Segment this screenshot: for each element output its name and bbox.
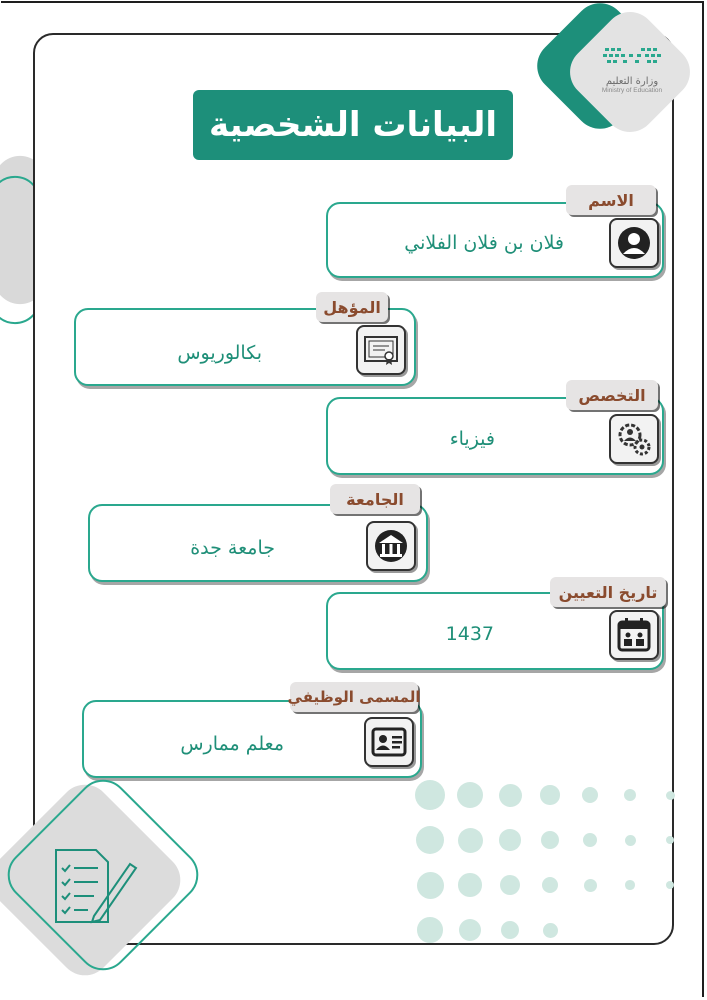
ministry-logo xyxy=(584,42,680,112)
certificate-icon xyxy=(356,325,406,375)
decor-dot xyxy=(666,791,675,800)
field-qualification-value: بكالوريوس xyxy=(177,342,262,364)
field-job-title-label: المسمى الوظيفي xyxy=(290,682,418,712)
field-university-label: الجامعة xyxy=(330,484,420,514)
decor-dot xyxy=(499,829,521,851)
field-job-title-value: معلم ممارس xyxy=(180,733,284,755)
decor-dot xyxy=(417,917,443,943)
decor-dot xyxy=(541,831,559,849)
field-qualification-label: المؤهل xyxy=(316,292,388,322)
page-title: البيانات الشخصية xyxy=(193,90,513,160)
decor-dot xyxy=(415,780,445,810)
decor-dot xyxy=(666,836,674,844)
decor-dot xyxy=(500,875,520,895)
decor-dot xyxy=(625,880,635,890)
person-icon xyxy=(609,218,659,268)
decor-dot xyxy=(417,872,444,899)
university-building-icon xyxy=(366,521,416,571)
decor-dot xyxy=(582,787,598,803)
decor-dot xyxy=(458,873,482,897)
document-checklist-pen-icon xyxy=(50,846,140,926)
decor-dot xyxy=(458,828,483,853)
decor-dot xyxy=(584,879,597,892)
decor-dot xyxy=(666,881,674,889)
specialization-gear-icon xyxy=(609,414,659,464)
decor-dot xyxy=(499,784,522,807)
ministry-name-ar: وزارة التعليم xyxy=(605,76,659,87)
ministry-name-en: Ministry of Education xyxy=(601,87,663,94)
decor-dot xyxy=(459,919,481,941)
ministry-logo-dots-icon xyxy=(601,46,663,72)
field-specialization-value: فيزياء xyxy=(449,428,495,450)
field-appointment-date-label: تاريخ التعيين xyxy=(550,577,666,607)
field-university-value: جامعة جدة xyxy=(190,537,275,559)
id-card-icon xyxy=(364,717,414,767)
decor-dot xyxy=(540,785,560,805)
decor-dot xyxy=(543,923,558,938)
field-appointment-date-value: 1437 xyxy=(445,623,494,645)
field-name-label: الاسم xyxy=(566,185,656,215)
calendar-icon xyxy=(609,610,659,660)
field-name-value: فلان بن فلان الفلاني xyxy=(404,232,564,254)
field-specialization-label: التخصص xyxy=(566,380,658,410)
decor-dot xyxy=(625,835,636,846)
